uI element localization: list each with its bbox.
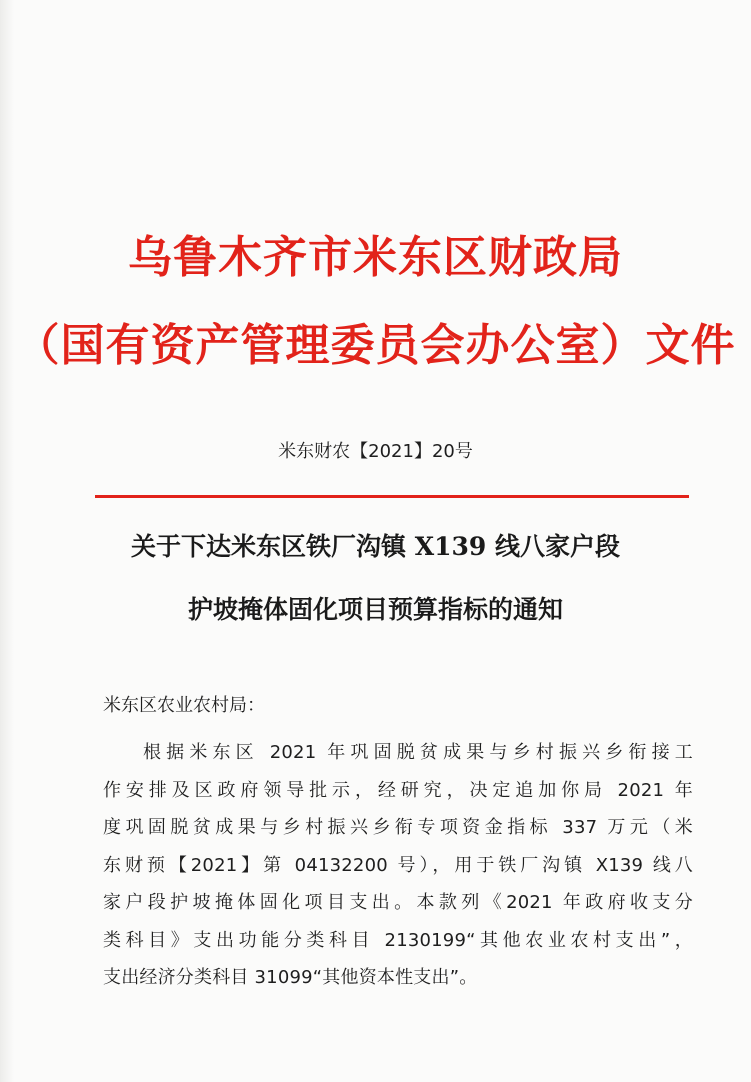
- body-line: 家户段护坡掩体固化项目支出。本款列《2021 年政府收支分: [103, 892, 693, 913]
- issuing-office-subtitle: （国有资产管理委员会办公室）文件: [15, 320, 736, 371]
- notice-title-line-1: 关于下达米东区铁厂沟镇 X139 线八家户段: [131, 532, 620, 561]
- salutation: 米东区农业农村局：: [103, 695, 265, 716]
- body-paragraph: [103, 734, 693, 997]
- document-number: 米东财农【2021】20号: [278, 441, 473, 462]
- body-line: 类科目》支出功能分类科目 2130199“其他农业农村支出”，: [103, 929, 693, 951]
- notice-title-line-2: 护坡掩体固化项目预算指标的通知: [187, 595, 563, 624]
- body-line: 东财预【2021】第 04132200 号），用于铁厂沟镇 X139 线八: [103, 854, 693, 876]
- red-divider-line: [95, 495, 689, 498]
- issuing-office-title: 乌鲁木齐市米东区财政局: [128, 232, 623, 283]
- body-line: 支出经济分类科目 31099“其他资本性支出”。: [103, 967, 478, 988]
- body-line: 作安排及区政府领导批示，经研究，决定追加你局 2021 年: [103, 779, 693, 801]
- body-line: 度巩固脱贫成果与乡村振兴乡衔专项资金指标 337 万元（米: [103, 817, 693, 838]
- body-line: 根据米东区 2021 年巩固脱贫成果与乡村振兴乡衔接工: [143, 742, 693, 763]
